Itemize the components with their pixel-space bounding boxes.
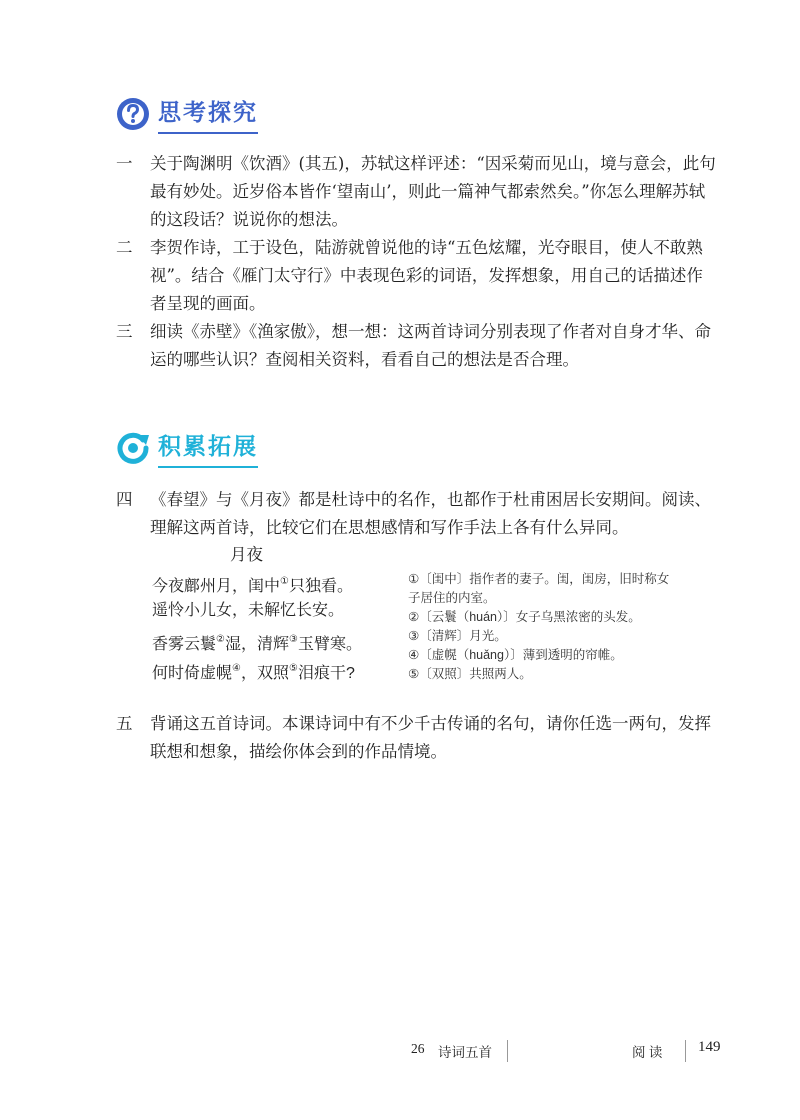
footnotes (408, 570, 676, 684)
poem-title: 月夜 (230, 545, 263, 564)
poem-body (152, 567, 362, 683)
footnote-3: ③〔清辉〕月光。 (408, 629, 507, 643)
footer-divider (507, 1040, 508, 1062)
poem-line-2: 遥怜小儿女，未解忆长安。 (152, 602, 345, 619)
footnote-1: ①〔闺中〕指作者的妻子。闺，闺房，旧时称女子居住的内室。 (408, 572, 670, 605)
question-text: 背诵这五首诗词。本课诗词中有不少千古传诵的名句，请你任选一两句，发挥联想和想象，描绘你体会到的作品情境。 (150, 714, 711, 761)
footnote-marker: ⑤ (289, 663, 298, 674)
question-1 (116, 150, 716, 234)
question-text: 关于陶渊明《饮酒》(其五)，苏轼这样评述：“因采菊而见山，境与意会，此句最有妙处。近岁俗本皆作‘望南山’，则此一篇神气都索然矣。”你怎么理解苏轼的这段话？说说你的想法。 (150, 154, 716, 229)
question-number: 三 (116, 322, 133, 341)
section-header-accumulate (116, 428, 258, 468)
question-text: 李贺作诗，工于设色，陆游就曾说他的诗“五色炫耀，光夺眼目，使人不敢熟视”。结合《雁门太守行》中表现色彩的词语，发挥想象，用自己的话描述作者呈现的画面。 (150, 238, 703, 313)
page-number: 149 (698, 1039, 721, 1055)
poem-line-4: 何时倚虚幌④，双照⑤泪痕干? (152, 663, 355, 682)
question-number: 一 (116, 154, 133, 173)
poem-line-1: 今夜鄜州月，闺中①只独看。 (152, 576, 353, 595)
footnote-marker: ① (280, 576, 289, 587)
question-number: 二 (116, 238, 133, 257)
section-header-think (116, 94, 258, 134)
question-number: 四 (116, 490, 133, 509)
question-3 (116, 318, 716, 374)
footnote-marker: ③ (289, 634, 298, 645)
footnote-marker: ④ (232, 663, 241, 674)
question-icon (116, 97, 150, 131)
question-2 (116, 234, 716, 318)
question-5 (116, 710, 716, 766)
footer-divider (685, 1040, 686, 1062)
footer-lesson-title: 诗词五首 (438, 1045, 492, 1060)
question-text: 细读《赤壁》《渔家傲》，想一想：这两首诗词分别表现了作者对自身才华、命运的哪些认识？查阅相关资料，看看自己的想法是否合理。 (150, 322, 711, 369)
section-title-accumulate: 积累拓展 (158, 428, 258, 468)
footnote-marker: ② (216, 634, 225, 645)
poem-line-3: 香雾云鬟②湿，清辉③玉臂寒。 (152, 634, 362, 653)
footer-unit: 阅 读 (632, 1045, 663, 1060)
refresh-arrow-icon (116, 431, 150, 465)
question-4 (116, 486, 716, 542)
question-number: 五 (116, 714, 133, 733)
question-text: 《春望》与《月夜》都是杜诗中的名作，也都作于杜甫困居长安期间。阅读、理解这两首诗，比较它们在思想感情和写作手法上各有什么异同。 (150, 490, 711, 537)
section-title-think: 思考探究 (158, 94, 258, 134)
footer-lesson-number: 26 (411, 1041, 425, 1056)
footnote-4: ④〔虚幌（huǎng）〕薄到透明的帘帷。 (408, 648, 623, 662)
footnote-2: ②〔云鬟（huán）〕女子乌黑浓密的头发。 (408, 610, 641, 624)
footnote-5: ⑤〔双照〕共照两人。 (408, 667, 532, 681)
